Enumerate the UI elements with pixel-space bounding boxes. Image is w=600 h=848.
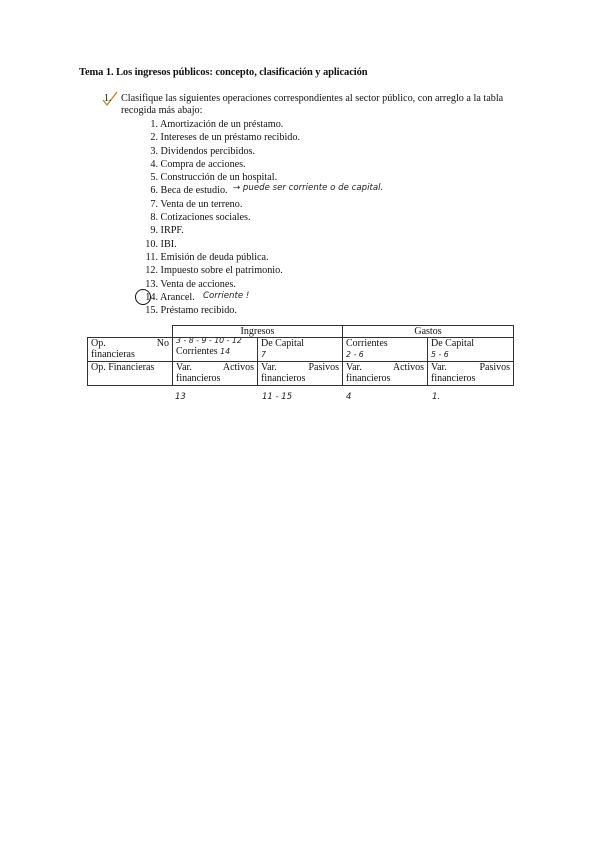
list-item: 8. Cotizaciones sociales. <box>150 212 251 224</box>
list-item: 9. IRPF. <box>150 225 184 237</box>
list-item: 11. Emisión de deuda pública. <box>145 251 269 263</box>
handwritten-note: 4 <box>346 392 352 402</box>
question-text: Clasifique las siguientes operaciones correspondientes al sector público, con arreglo a la tabla recogida más abajo: <box>121 93 504 116</box>
column-group-header: Ingresos <box>173 326 343 338</box>
table-cell: Var. Activos financieros <box>343 362 428 386</box>
handwritten-note: 13 <box>175 392 186 402</box>
list-item: 6. Beca de estudio. → puede ser corriente o de capital. <box>150 183 384 197</box>
list-item: 15. Préstamo recibido. <box>145 305 237 317</box>
list-item: 1. Amortización de un préstamo. <box>150 119 284 130</box>
operations-list <box>141 118 384 317</box>
table-cell: De Capital 7 <box>258 338 343 362</box>
question-number: 1. <box>104 93 112 104</box>
classification-table <box>87 325 514 386</box>
table-cell: Var. Activos financieros <box>173 362 258 386</box>
list-item: 3. Dividendos percibidos. <box>150 145 256 157</box>
table-cell: Var. Pasivos financieros <box>428 362 514 386</box>
table-cell: Var. Pasivos financieros <box>258 362 343 386</box>
list-item: 12. Impuesto sobre el patrimonio. <box>145 265 283 277</box>
column-group-header: Gastos <box>343 326 514 338</box>
list-item: 7. Venta de un terreno. <box>150 198 243 210</box>
row-header: Op. No financieras <box>88 338 173 362</box>
list-item: 2. Intereses de un préstamo recibido. <box>150 132 301 144</box>
circle-mark-icon <box>135 289 151 305</box>
handwritten-note: → puede ser corriente o de capital. <box>233 183 384 194</box>
table-cell: 3 - 8 - 9 - 10 - 12 Corrientes 14 <box>173 338 258 362</box>
list-item: 10. IBI. <box>145 238 177 250</box>
list-item: 14. Arancel. Corriente ! <box>141 291 300 304</box>
topic-title: Tema 1. Los ingresos públicos: concepto, clasificación y aplicación <box>79 67 368 78</box>
row-header: Op. Financieras <box>88 362 173 386</box>
list-item: 5. Construcción de un hospital. <box>150 172 278 184</box>
table-cell: Corrientes 2 - 6 <box>343 338 428 362</box>
handwritten-note: 11 - 15 <box>262 392 293 402</box>
table-cell: De Capital 5 - 6 <box>428 338 514 362</box>
handwritten-note: 1. <box>432 392 441 402</box>
list-item: 13. Venta de acciones. <box>145 278 236 290</box>
handwritten-note: Corriente ! <box>203 290 250 301</box>
list-item: 4. Compra de acciones. <box>150 158 246 170</box>
